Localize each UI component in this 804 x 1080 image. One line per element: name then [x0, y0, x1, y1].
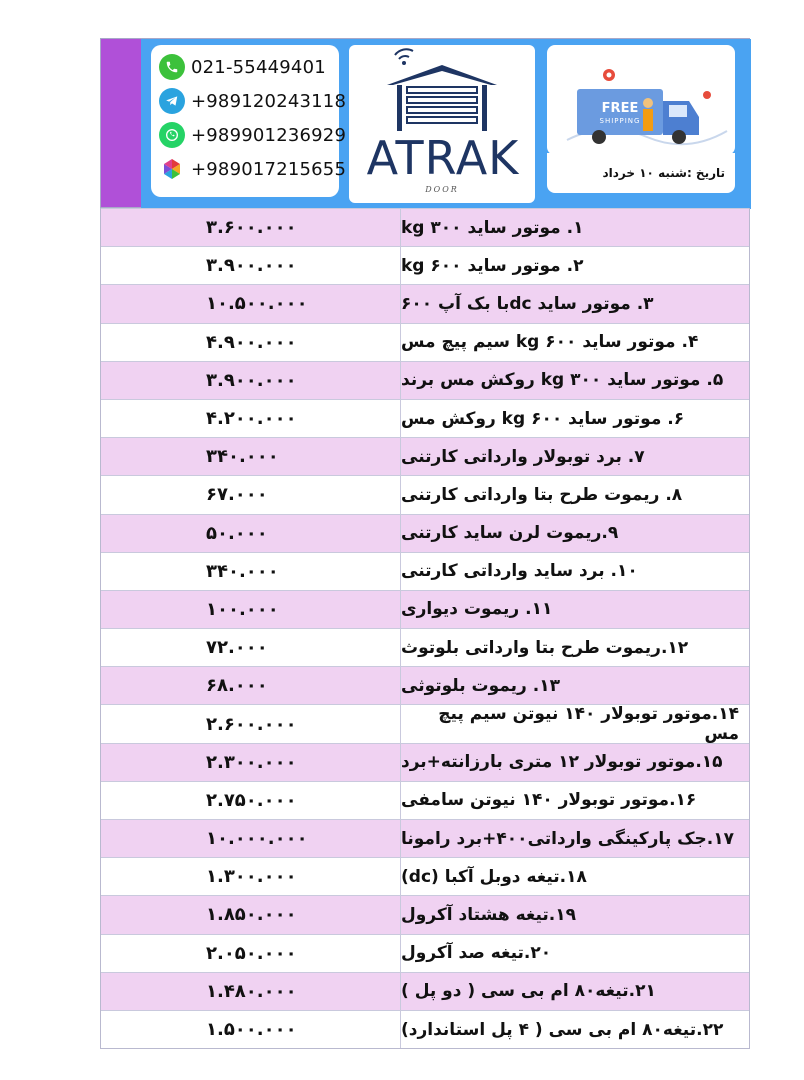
description-text: ۶. موتور ساید kg ۶۰۰ روکش مس [401, 408, 685, 429]
description-cell [401, 285, 749, 322]
description-cell [401, 744, 749, 781]
description-cell [401, 324, 749, 361]
table-row [101, 666, 749, 704]
table-row [101, 323, 749, 361]
price-cell: ۲.۶۰۰.۰۰۰ [101, 705, 401, 742]
price-cell: ۲.۰۵۰.۰۰۰ [101, 935, 401, 972]
description-cell [401, 858, 749, 895]
description-text: ۱۴.موتور توبولار ۱۴۰ نیوتن سیم پیچ مس [438, 704, 739, 745]
description-text: ۱۷.جک پارکینگی وارداتی۴۰۰+برد رامونا [401, 828, 734, 849]
brand-name: ATRAK [366, 131, 520, 185]
table-row [101, 208, 749, 246]
table-row [101, 284, 749, 322]
table-row [101, 552, 749, 590]
contact-text: +989901236929 [191, 124, 347, 146]
price-list-sheet [100, 38, 750, 1050]
description-text: ۱۲.ریموت طرح بتا وارداتی بلوتوث [401, 637, 689, 658]
description-text: ۱۳. ریموت بلوتوثی [401, 675, 560, 696]
delivery-truck-icon [547, 45, 735, 155]
table-row [101, 934, 749, 972]
price-cell: ۱۰۰.۰۰۰ [101, 591, 401, 628]
price-cell: ۴.۲۰۰.۰۰۰ [101, 400, 401, 437]
description-text: ۳. موتور ساید dcبا بک آپ ۶۰۰ [401, 293, 654, 314]
table-row [101, 475, 749, 513]
price-cell: ۷۲.۰۰۰ [101, 629, 401, 666]
table-row [101, 704, 749, 745]
table-row [101, 1010, 749, 1048]
description-text: ۱۶.موتور توبولار ۱۴۰ نیوتن سامفی [401, 790, 697, 811]
table-row [101, 972, 749, 1010]
description-cell [401, 400, 749, 437]
description-text: ۱. موتور ساید kg ۳۰۰ [401, 217, 584, 238]
price-cell: ۱۰.۵۰۰.۰۰۰ [101, 285, 401, 322]
description-cell [401, 973, 749, 1010]
price-cell: ۳۴۰.۰۰۰ [101, 438, 401, 475]
price-cell: ۵۰.۰۰۰ [101, 515, 401, 552]
telegram-icon [159, 88, 185, 114]
phone-icon [159, 54, 185, 80]
description-cell [401, 247, 749, 284]
price-cell: ۱۰.۰۰۰.۰۰۰ [101, 820, 401, 857]
contact-text: +989120243118 [191, 90, 347, 112]
price-cell: ۶۸.۰۰۰ [101, 667, 401, 704]
table-row [101, 781, 749, 819]
price-cell: ۳.۶۰۰.۰۰۰ [101, 209, 401, 246]
table-row [101, 361, 749, 399]
promo-title: FREE [601, 101, 639, 116]
description-text: ۱۰. برد ساید وارداتی کارتنی [401, 561, 638, 582]
price-cell: ۱.۸۵۰.۰۰۰ [101, 896, 401, 933]
price-table [100, 208, 750, 1049]
description-cell [401, 629, 749, 666]
table-row [101, 246, 749, 284]
price-cell: ۱.۵۰۰.۰۰۰ [101, 1011, 401, 1048]
price-cell: ۲.۷۵۰.۰۰۰ [101, 782, 401, 819]
contact-text: +989017215655 [191, 158, 347, 180]
table-row [101, 399, 749, 437]
price-cell: ۳.۹۰۰.۰۰۰ [101, 247, 401, 284]
description-text: ۲. موتور ساید kg ۶۰۰ [401, 255, 584, 276]
description-text: ۴. موتور ساید kg ۶۰۰ سیم پیچ مس [401, 332, 699, 353]
contact-card [151, 45, 347, 197]
table-row [101, 743, 749, 781]
price-cell: ۶۷.۰۰۰ [101, 476, 401, 513]
free-shipping-banner [547, 45, 735, 155]
description-text: ۲۰.تیغه صد آکرول [401, 943, 552, 964]
table-row [101, 819, 749, 857]
description-cell [401, 515, 749, 552]
description-text: ۸. ریموت طرح بتا وارداتی کارتنی [401, 484, 683, 505]
price-cell: ۲.۳۰۰.۰۰۰ [101, 744, 401, 781]
contact-phone [159, 51, 326, 83]
description-text: ۲۲.تیغه۸۰ ام بی سی ( ۴ پل استاندارد) [401, 1019, 724, 1040]
description-cell [401, 438, 749, 475]
brand-subtitle: DOOR [425, 185, 459, 194]
date-label: تاریخ :شنبه ۱۰ خرداد [602, 166, 725, 180]
description-cell [401, 704, 749, 745]
contact-text: 021-55449401 [191, 56, 326, 78]
price-cell: ۱.۴۸۰.۰۰۰ [101, 973, 401, 1010]
description-text: ۱۵.موتور توبولار ۱۲ متری بارزانته+برد [401, 752, 723, 773]
table-row [101, 895, 749, 933]
rubika-icon [159, 156, 185, 182]
garage-door-icon [349, 45, 535, 135]
table-row [101, 857, 749, 895]
description-cell [401, 1011, 749, 1048]
description-text: ۱۸.تیغه دوبل آکبا (dc) [401, 866, 587, 887]
table-row [101, 590, 749, 628]
contact-telegram [159, 85, 346, 117]
table-row [101, 437, 749, 475]
description-cell [401, 362, 749, 399]
description-cell [401, 667, 749, 704]
whatsapp-icon [159, 122, 185, 148]
contact-whatsapp [159, 119, 346, 151]
header-banner [100, 38, 750, 208]
table-row [101, 514, 749, 552]
description-cell [401, 591, 749, 628]
description-cell [401, 782, 749, 819]
description-text: ۵. موتور ساید kg ۳۰۰ روکش مس برند [401, 370, 724, 391]
description-cell [401, 476, 749, 513]
description-cell [401, 896, 749, 933]
date-panel [547, 153, 735, 193]
description-text: ۲۱.تیغه۸۰ ام بی سی ( دو پل ) [401, 981, 656, 1002]
description-text: ۹.ریموت لرن ساید کارتنی [401, 523, 619, 544]
brand-logo [349, 45, 535, 203]
description-cell [401, 935, 749, 972]
price-cell: ۳۴۰.۰۰۰ [101, 553, 401, 590]
description-cell [401, 553, 749, 590]
description-text: ۱۱. ریموت دیواری [401, 599, 553, 620]
price-cell: ۱.۳۰۰.۰۰۰ [101, 858, 401, 895]
contact-rubika [159, 153, 346, 185]
price-cell: ۴.۹۰۰.۰۰۰ [101, 324, 401, 361]
price-cell: ۳.۹۰۰.۰۰۰ [101, 362, 401, 399]
description-cell [401, 209, 749, 246]
table-row [101, 628, 749, 666]
description-text: ۱۹.تیغه هشتاد آکرول [401, 904, 577, 925]
description-text: ۷. برد توبولار وارداتی کارتنی [401, 446, 645, 467]
description-cell [401, 820, 749, 857]
promo-subtitle: SHIPPING [599, 117, 641, 125]
